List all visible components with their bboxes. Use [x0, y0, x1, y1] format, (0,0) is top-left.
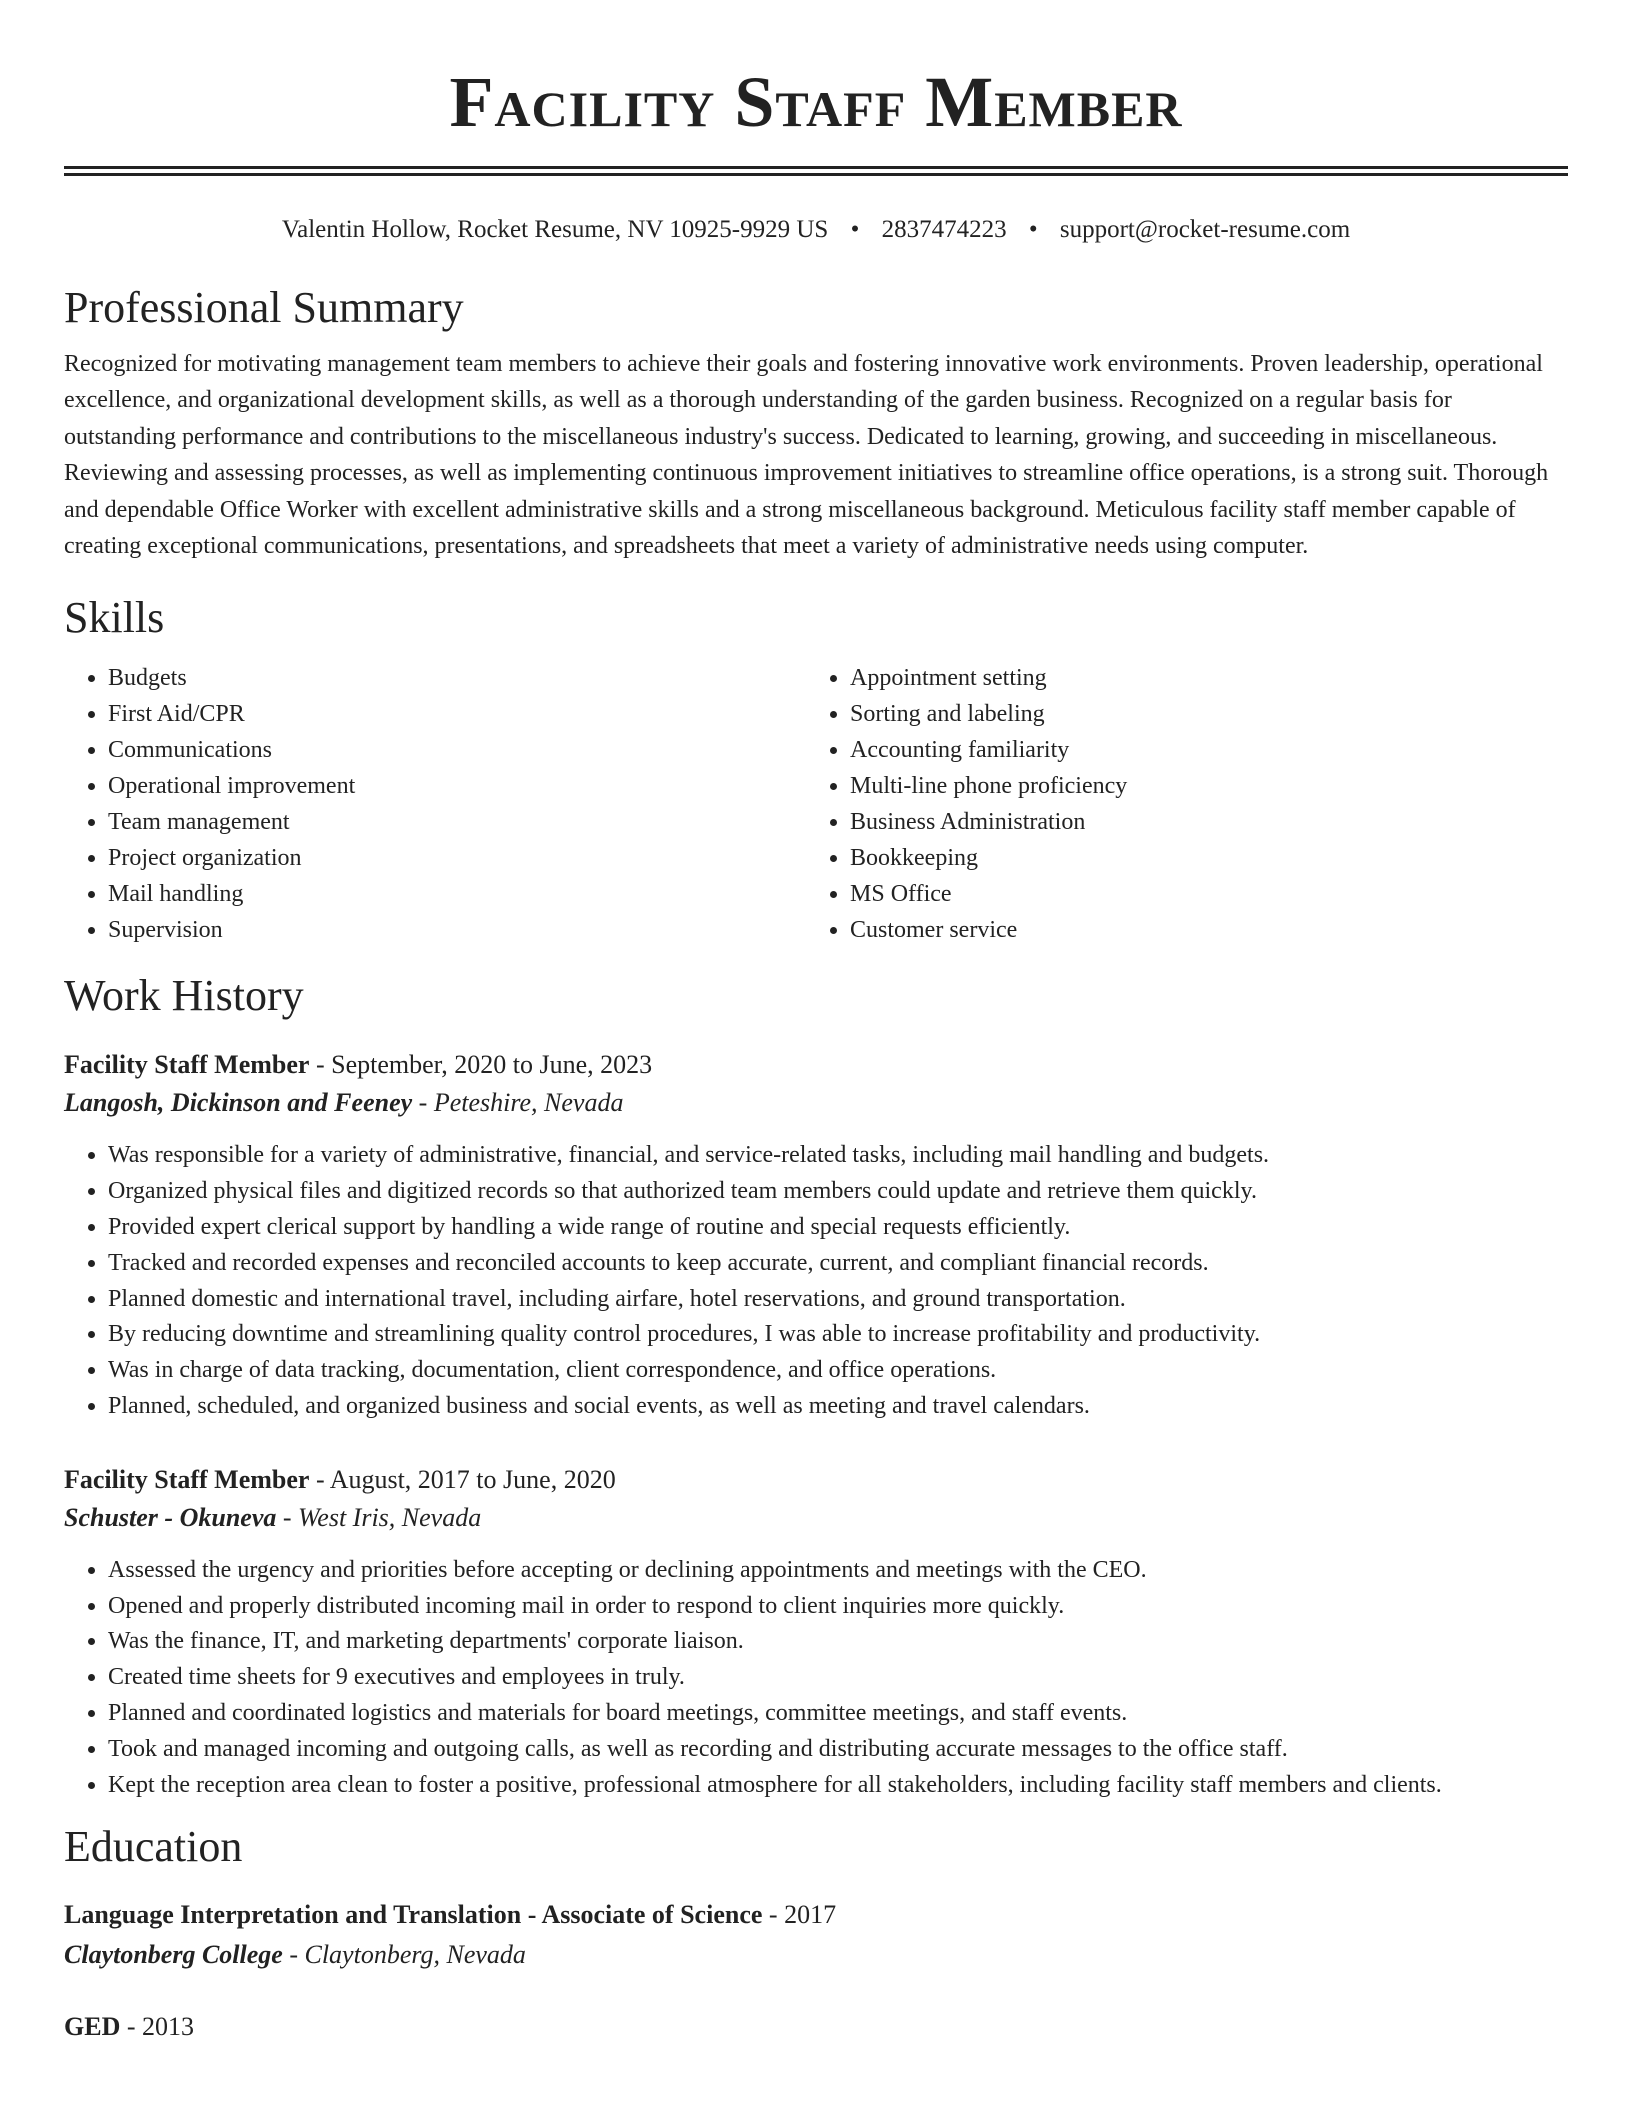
skill-item: • Operational improvement: [108, 768, 806, 804]
skill-item: • Communications: [108, 732, 806, 768]
job-title-line: [64, 1046, 1568, 1084]
job-bullet: • Kept the reception area clean to foster a positive, professional atmosphere for all stakeholders, including facility staff members and clients.: [108, 1768, 1568, 1804]
summary-text: Recognized for motivating management team members to achieve their goals and fostering innovative work environments. Proven leadership, operational excellence, and organizational development skills, as well as a thorough understanding of the garden business. Recognized on a regular basis for outstanding performance and contributions to the miscellaneous industry's success. Dedicated to learning, growing, and succeeding in miscellaneous. Reviewing and assessing processes, as well as implementing continuous improvement initiatives to streamline office operations, is a strong suit. Thorough and dependable Office Worker with excellent administrative skills and a strong miscellaneous background. Meticulous facility staff member capable of creating exceptional communications, presentations, and spreadsheets that meet a variety of administrative needs using computer.: [64, 351, 1549, 560]
job-bullet: • Was responsible for a variety of administrative, financial, and service-related tasks, including mail handling and budgets.: [108, 1138, 1568, 1174]
job-dates: - August, 2017 to June, 2020: [309, 1464, 616, 1494]
company-location: - West Iris, Nevada: [276, 1502, 482, 1532]
section-heading-skills: Skills: [64, 593, 165, 643]
contact-line: [64, 214, 1568, 246]
education-entry: [64, 2007, 1568, 2047]
skill-item: • Project organization: [108, 840, 806, 876]
job-bullet: • Assessed the urgency and priorities before accepting or declining appointments and meetings with the CEO.: [108, 1553, 1568, 1589]
company-name: Schuster - Okuneva: [64, 1502, 277, 1532]
skills-column-right: [806, 660, 1548, 948]
job-title: Facility Staff Member: [64, 1464, 310, 1494]
education-entry: [64, 1895, 1568, 1975]
job-bullet: • Tracked and recorded expenses and reconciled accounts to keep accurate, current, and compliant financial records.: [108, 1246, 1568, 1282]
skill-item: • Business Administration: [850, 804, 1548, 840]
skill-item: • Accounting familiarity: [850, 732, 1548, 768]
contact-separator: •: [1028, 216, 1038, 243]
skill-item: • Budgets: [108, 660, 806, 696]
education-degree: GED: [64, 2012, 121, 2042]
skill-item: • First Aid/CPR: [108, 696, 806, 732]
education-location: - Claytonberg, Nevada: [282, 1940, 526, 1970]
skills-list: [64, 660, 1568, 948]
job-bullet: • Was the finance, IT, and marketing departments' corporate liaison.: [108, 1624, 1568, 1660]
education-school: Claytonberg College: [64, 1940, 283, 1970]
skill-item: • Multi-line phone proficiency: [850, 768, 1548, 804]
contact-email: support@rocket-resume.com: [1059, 216, 1351, 243]
company-line: [64, 1084, 1568, 1122]
education-year: - 2013: [120, 2012, 195, 2042]
job-dates: - September, 2020 to June, 2023: [309, 1050, 653, 1080]
education-degree-line: [64, 1895, 1568, 1935]
job-bullet: • Opened and properly distributed incoming mail in order to respond to client inquiries more quickly.: [108, 1589, 1568, 1625]
education-year: - 2017: [762, 1900, 837, 1930]
job-entry: [64, 1046, 1568, 1424]
company-location: - Peteshire, Nevada: [412, 1088, 624, 1118]
education-degree: Language Interpretation and Translation - Associate of Science: [64, 1900, 763, 1930]
skills-column-left: [64, 660, 806, 948]
skill-item: • Appointment setting: [850, 660, 1548, 696]
section-heading-summary: Professional Summary: [64, 283, 464, 332]
contact-address: Valentin Hollow, Rocket Resume, NV 10925-9929 US: [281, 216, 829, 243]
resume-name-title: Facility Staff Member: [449, 62, 1183, 142]
job-bullet: • By reducing downtime and streamlining quality control procedures, I was able to increase profitability and productivity.: [108, 1317, 1568, 1353]
resume-page: [64, 0, 1568, 2047]
education-school-line: [64, 1935, 1568, 1975]
job-bullet: • Planned, scheduled, and organized business and social events, as well as meeting and travel calendars.: [108, 1389, 1568, 1425]
job-entry: [64, 1461, 1568, 1804]
skill-item: • Mail handling: [108, 876, 806, 912]
job-title: Facility Staff Member: [64, 1050, 310, 1080]
company-name: Langosh, Dickinson and Feeney: [64, 1088, 413, 1118]
education-degree-line: [64, 2007, 1568, 2047]
skill-item: • Sorting and labeling: [850, 696, 1548, 732]
job-title-line: [64, 1461, 1568, 1499]
section-heading-work-history: Work History: [64, 971, 304, 1021]
job-bullets: [64, 1553, 1568, 1804]
section-heading-education: Education: [64, 1822, 243, 1872]
job-bullet: • Planned and coordinated logistics and materials for board meetings, committee meetings, and staff events.: [108, 1696, 1568, 1732]
company-line: [64, 1499, 1568, 1537]
job-bullet: • Provided expert clerical support by handling a wide range of routine and special requests efficiently.: [108, 1210, 1568, 1246]
skill-item: • MS Office: [850, 876, 1548, 912]
job-bullet: • Was in charge of data tracking, documentation, client correspondence, and office operations.: [108, 1353, 1568, 1389]
contact-phone: 2837474223: [881, 216, 1007, 243]
job-bullets: [64, 1138, 1568, 1424]
skill-item: • Team management: [108, 804, 806, 840]
job-bullet: • Took and managed incoming and outgoing calls, as well as recording and distributing accurate messages to the office staff.: [108, 1732, 1568, 1768]
title-double-rule: [64, 166, 1568, 176]
skill-item: • Customer service: [850, 912, 1548, 948]
contact-separator: •: [850, 216, 860, 243]
job-bullet: • Planned domestic and international travel, including airfare, hotel reservations, and ground transportation.: [108, 1282, 1568, 1318]
skill-item: • Supervision: [108, 912, 806, 948]
job-bullet: • Created time sheets for 9 executives and employees in truly.: [108, 1660, 1568, 1696]
job-bullet: • Organized physical files and digitized records so that authorized team members could update and retrieve them quickly.: [108, 1174, 1568, 1210]
skill-item: • Bookkeeping: [850, 840, 1548, 876]
